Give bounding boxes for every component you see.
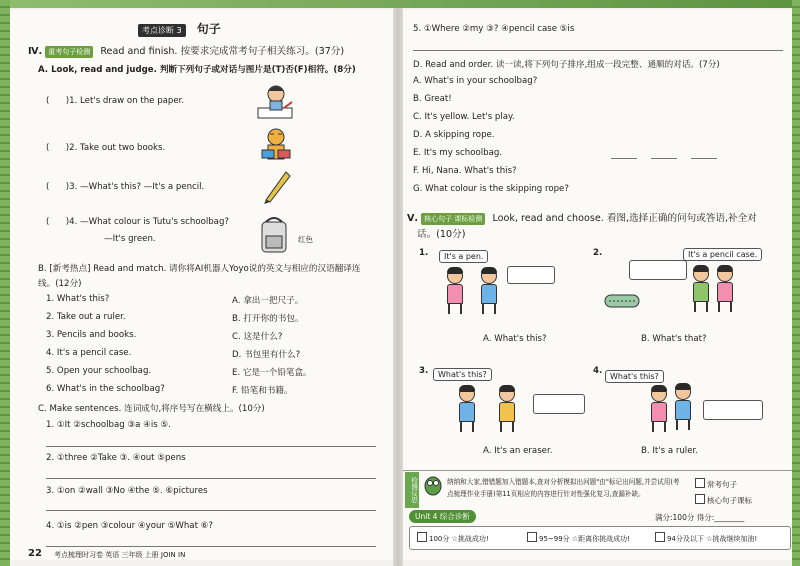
pic-option-1: A. What's this? <box>483 334 547 344</box>
checkbox-icon <box>655 532 665 542</box>
owl-mascot-icon <box>423 474 443 496</box>
partC-item-3: 3. ①on ②wall ③No ④the ⑤. ⑥pictures <box>46 486 208 496</box>
pic3-girl <box>499 386 515 432</box>
sec5-instruction-2: 话。(10分) <box>417 229 466 240</box>
checkbox-icon <box>695 494 705 504</box>
sec4-instruction: Read and finish. 按要求完成常考句子相关练习。(37分) <box>100 46 345 57</box>
order-blank-2[interactable] <box>651 158 677 159</box>
sec5-number: Ⅴ. <box>407 213 419 224</box>
pic4-number: 4. <box>593 366 603 376</box>
partC-item-1: 1. ①It ②schoolbag ③a ④is ⑤. <box>46 420 171 430</box>
grade-option-2[interactable]: 95~99分 ☆距离你挑战成功! <box>527 532 630 544</box>
checkbox-icon <box>527 532 537 542</box>
right-page <box>403 10 792 560</box>
sec5-heading <box>407 210 757 225</box>
color-label: 红色 <box>298 235 313 244</box>
tiger-books-picture <box>256 126 296 168</box>
partC-item-2: 2. ①three ②Take ③. ④out ⑤pens <box>46 453 186 463</box>
match-left-1: 1. What's this? <box>46 294 110 304</box>
reflection-note-2: 点梳理作业手册)第11页相应的内容进行针对性强化复习,查漏补缺。 <box>447 490 645 498</box>
partA-item-4-answer: —It's green. <box>104 234 156 244</box>
pic3-boy <box>459 386 475 432</box>
pic3-number: 3. <box>419 366 429 376</box>
sec4-tag: 重考句子检测 <box>45 46 93 58</box>
top-border <box>0 0 800 8</box>
partA-item-3: ( )3. —What's this? —It's a pencil. <box>46 182 205 192</box>
pencil-case-picture <box>603 292 643 310</box>
answer-line-1[interactable] <box>46 446 376 447</box>
answer-line-3[interactable] <box>46 510 376 511</box>
partB-instruction-1: B. [新考热点] Read and match. 请你将AI机器人Yoyo说的英文与相应的汉语翻译连 <box>38 264 361 274</box>
page-number: 22 <box>28 548 42 559</box>
left-border <box>0 0 10 566</box>
left-page <box>10 10 393 560</box>
pic3-bubble: What's this? <box>433 368 492 381</box>
match-left-6: 6. What's in the schoolbag? <box>46 384 165 394</box>
pic1-answer-box[interactable] <box>507 266 555 284</box>
match-left-5: 5. Open your schoolbag. <box>46 366 152 376</box>
answer-line-2[interactable] <box>46 478 376 479</box>
pic4-boy <box>675 384 691 430</box>
pic-option-3: A. It's an eraser. <box>483 446 553 456</box>
pic2-boy <box>693 266 709 312</box>
sec4-heading <box>28 43 344 58</box>
sec5-instruction-1: Look, read and choose. 看图,选择正确的问句或答语,补全对 <box>492 213 757 224</box>
partA-item-1: ( )1. Let's draw on the paper. <box>46 96 185 106</box>
partC-instruction: C. Make sentences. 连词成句,将序号写在横线上。(10分) <box>38 404 265 414</box>
pic3-answer-box[interactable] <box>533 394 585 414</box>
partD-instruction: D. Read and order. 读一读,将下列句子排序,组成一段完整、通顺的对话。(7分) <box>413 60 720 70</box>
pic1-boy <box>481 268 497 314</box>
pic4-bubble: What's this? <box>605 370 664 383</box>
match-left-2: 2. Take out a ruler. <box>46 312 126 322</box>
sec5-tag: 核心句子 课标检测 <box>421 213 485 225</box>
drawing-girl-picture <box>256 82 300 122</box>
footer-text: 考点梳理时习卷 英语 三年级 上册 JOIN IN <box>54 551 186 559</box>
pic-option-4: B. It's a ruler. <box>641 446 698 456</box>
match-right-B: B. 打开你的书包。 <box>232 314 304 324</box>
partC-item-5: 5. ①Where ②my ③? ④pencil case ⑤is <box>413 24 575 34</box>
checkbox-icon <box>695 478 705 488</box>
partB-instruction-2: 线。(12分) <box>38 279 82 289</box>
header-title: 句子 <box>196 22 221 36</box>
partD-item-A: A. What's in your schoolbag? <box>413 76 538 86</box>
match-right-F: F. 铅笔和书籍。 <box>232 386 293 396</box>
partA-item-2: ( )2. Take out two books. <box>46 143 166 153</box>
match-right-E: E. 它是一个铅笔盒。 <box>232 368 312 378</box>
grade-option-3[interactable]: 94分及以下 ☆挑战继续加油! <box>655 532 757 544</box>
pic4-girl <box>651 386 667 432</box>
partD-item-G: G. What colour is the skipping rope? <box>413 184 569 194</box>
partC-item-4: 4. ①is ②pen ③colour ④your ⑤What ⑥? <box>46 521 213 531</box>
partD-item-D: D. A skipping rope. <box>413 130 495 140</box>
check-core-sentences[interactable]: 核心句子课标 <box>695 494 752 506</box>
match-right-A: A. 拿出一把尺子。 <box>232 296 304 306</box>
sec4-number: Ⅳ. <box>28 46 43 57</box>
partD-item-B: B. Great! <box>413 94 452 104</box>
order-blank-1[interactable] <box>611 158 637 159</box>
checkbox-icon <box>417 532 427 542</box>
grade-option-1[interactable]: 100分 ☆挑战成功! <box>417 532 489 544</box>
reflection-note-1: 纳纳和大家,错错题加入错题本,查对分析模拟出问题"由"标记出问题,并尝试用(考 <box>447 478 680 486</box>
check-common-sentences[interactable]: 常考句子 <box>695 478 737 490</box>
pic1-number: 1. <box>419 248 429 258</box>
partD-item-F: F. Hi, Nana. What's this? <box>413 166 517 176</box>
match-right-C: C. 这是什么? <box>232 332 283 342</box>
pic2-number: 2. <box>593 248 603 258</box>
partA-item-4: ( )4. —What colour is Tutu's schoolbag? <box>46 217 229 227</box>
book-spine <box>393 8 403 566</box>
match-left-4: 4. It's a pencil case. <box>46 348 132 358</box>
pic2-bubble: It's a pencil case. <box>683 248 762 261</box>
pic-option-2: B. What's that? <box>641 334 707 344</box>
pic2-answer-box[interactable] <box>629 260 687 280</box>
pic2-girl <box>717 266 733 312</box>
pic1-bubble: It's a pen. <box>439 250 488 263</box>
schoolbag-picture <box>256 214 292 256</box>
answer-line-4[interactable] <box>46 546 376 547</box>
unit-tag: Unit 4 综合诊断 <box>409 510 476 523</box>
header-tag: 考点诊断 3 <box>138 24 186 37</box>
match-left-3: 3. Pencils and books. <box>46 330 137 340</box>
pic4-answer-box[interactable] <box>703 400 763 420</box>
right-border <box>792 0 800 566</box>
score-field[interactable]: 满分:100分 得分:________ <box>655 513 745 522</box>
partD-item-C: C. It's yellow. Let's play. <box>413 112 515 122</box>
match-right-D: D. 书包里有什么? <box>232 350 301 360</box>
answer-line-5[interactable] <box>413 50 783 51</box>
pencil-picture <box>262 170 292 204</box>
partD-item-E: E. It's my schoolbag. <box>413 148 503 158</box>
partA-instruction: A. Look, read and judge. 判断下列句子或对话与图片是(T)否(F)相符。(8分) <box>38 65 356 75</box>
pic1-girl <box>447 268 463 314</box>
order-blank-3[interactable] <box>691 158 717 159</box>
side-tag: 检测反思 <box>405 472 419 508</box>
section-header <box>138 18 221 37</box>
